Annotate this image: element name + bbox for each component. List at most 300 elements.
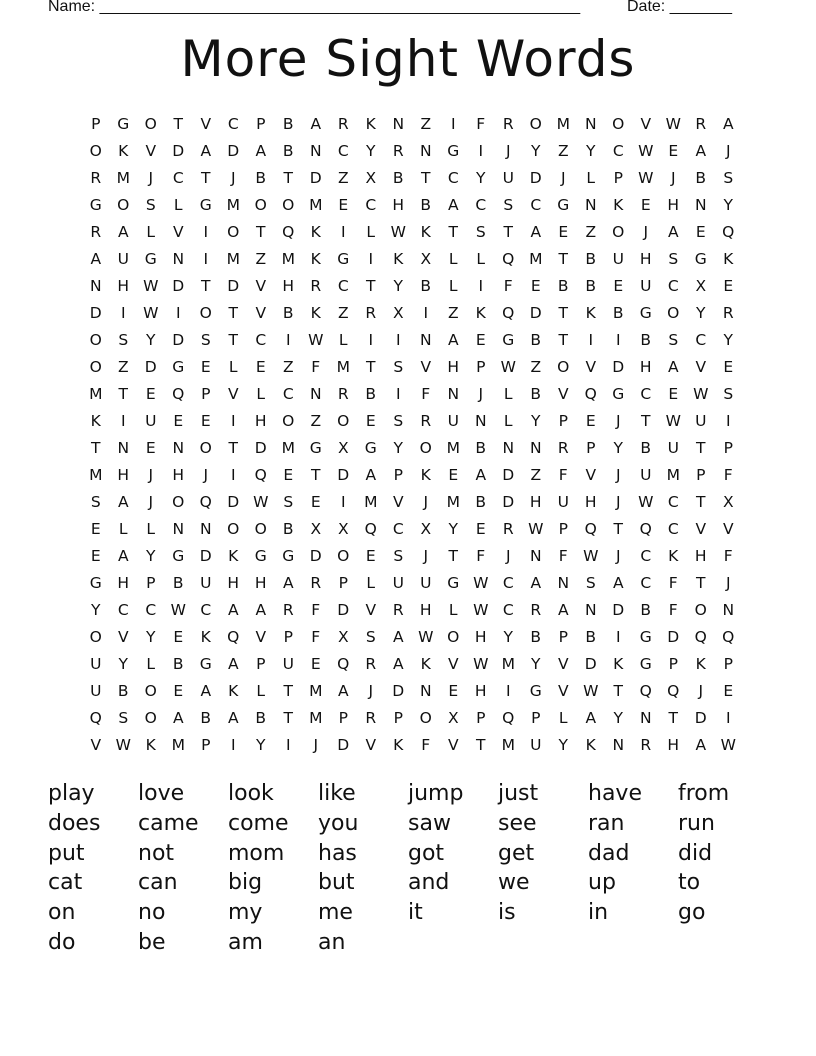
grid-letter[interactable]: A — [227, 709, 239, 727]
grid-letter[interactable]: M — [226, 196, 240, 214]
grid-letter[interactable]: X — [722, 493, 734, 511]
grid-letter[interactable]: M — [556, 115, 570, 133]
grid-letter[interactable]: Q — [254, 466, 267, 484]
grid-letter[interactable]: N — [584, 115, 597, 133]
grid-letter[interactable]: L — [366, 223, 376, 241]
grid-letter[interactable]: U — [447, 412, 459, 430]
grid-letter[interactable]: S — [668, 331, 679, 349]
grid-letter[interactable]: W — [665, 115, 681, 133]
grid-letter[interactable]: B — [365, 385, 377, 403]
grid-letter[interactable]: J — [698, 682, 704, 700]
grid-letter[interactable]: Z — [557, 142, 569, 160]
grid-letter[interactable]: A — [227, 601, 239, 619]
grid-letter[interactable]: O — [667, 304, 680, 322]
grid-letter[interactable]: M — [226, 250, 240, 268]
grid-letter[interactable]: N — [447, 385, 460, 403]
grid-letter[interactable]: M — [89, 385, 103, 403]
grid-letter[interactable]: W — [253, 493, 269, 511]
grid-letter[interactable]: R — [310, 574, 322, 592]
grid-letter[interactable]: M — [446, 493, 460, 511]
grid-letter[interactable]: D — [309, 547, 322, 565]
grid-letter[interactable]: A — [117, 547, 129, 565]
grid-letter[interactable]: T — [696, 493, 706, 511]
grid-letter[interactable]: K — [393, 736, 404, 754]
grid-letter[interactable]: I — [615, 331, 621, 349]
grid-letter[interactable]: V — [255, 277, 267, 295]
grid-letter[interactable]: L — [586, 169, 596, 187]
grid-letter[interactable]: K — [613, 655, 624, 673]
grid-letter[interactable]: O — [144, 709, 157, 727]
grid-letter[interactable]: K — [310, 250, 321, 268]
grid-letter[interactable]: B — [420, 196, 432, 214]
grid-letter[interactable]: I — [203, 250, 209, 268]
grid-letter[interactable]: I — [230, 412, 236, 430]
grid-letter[interactable]: A — [392, 628, 404, 646]
grid-letter[interactable]: J — [560, 169, 566, 187]
grid-letter[interactable]: O — [89, 628, 102, 646]
grid-letter[interactable]: E — [310, 655, 321, 673]
grid-letter[interactable]: C — [667, 493, 679, 511]
grid-letter[interactable]: R — [420, 412, 432, 430]
grid-letter[interactable]: I — [340, 223, 346, 241]
grid-letter[interactable]: P — [338, 574, 348, 592]
grid-letter[interactable]: V — [695, 358, 707, 376]
grid-letter[interactable]: C — [255, 331, 267, 349]
grid-letter[interactable]: P — [531, 709, 541, 727]
grid-letter[interactable]: K — [695, 655, 706, 673]
grid-letter[interactable]: O — [612, 223, 625, 241]
grid-letter[interactable]: O — [144, 682, 157, 700]
grid-letter[interactable]: W — [115, 736, 131, 754]
grid-letter[interactable]: E — [365, 547, 376, 565]
grid-letter[interactable]: P — [476, 358, 486, 376]
grid-letter[interactable]: B — [282, 520, 294, 538]
grid-letter[interactable]: T — [366, 277, 376, 295]
grid-letter[interactable]: Q — [639, 682, 652, 700]
grid-letter[interactable]: M — [446, 439, 460, 457]
grid-letter[interactable]: G — [199, 655, 212, 673]
grid-letter[interactable]: N — [419, 142, 432, 160]
grid-letter[interactable]: H — [254, 412, 267, 430]
grid-letter[interactable]: G — [447, 574, 460, 592]
grid-letter[interactable]: G — [337, 250, 350, 268]
grid-letter[interactable]: C — [640, 385, 652, 403]
grid-letter[interactable]: O — [144, 115, 157, 133]
grid-letter[interactable]: X — [337, 520, 349, 538]
grid-letter[interactable]: H — [117, 466, 130, 484]
grid-letter[interactable]: S — [668, 250, 679, 268]
grid-letter[interactable]: N — [694, 196, 707, 214]
grid-letter[interactable]: Y — [146, 331, 156, 349]
grid-letter[interactable]: T — [366, 358, 376, 376]
grid-letter[interactable]: R — [502, 520, 514, 538]
grid-letter[interactable]: J — [725, 142, 731, 160]
grid-letter[interactable]: S — [393, 358, 404, 376]
grid-letter[interactable]: G — [639, 628, 652, 646]
grid-letter[interactable]: L — [118, 520, 128, 538]
grid-letter[interactable]: I — [423, 304, 429, 322]
grid-letter[interactable]: H — [667, 196, 680, 214]
grid-letter[interactable]: C — [117, 601, 129, 619]
grid-letter[interactable]: A — [475, 466, 487, 484]
grid-letter[interactable]: R — [695, 115, 707, 133]
grid-letter[interactable]: N — [639, 709, 652, 727]
grid-letter[interactable]: Z — [447, 304, 459, 322]
grid-letter[interactable]: W — [583, 682, 599, 700]
grid-letter[interactable]: O — [337, 412, 350, 430]
grid-letter[interactable]: M — [89, 466, 103, 484]
grid-letter[interactable]: I — [478, 142, 484, 160]
grid-letter[interactable]: Q — [502, 304, 515, 322]
grid-letter[interactable]: H — [117, 277, 130, 295]
grid-letter[interactable]: R — [90, 169, 102, 187]
grid-letter[interactable]: V — [557, 682, 569, 700]
grid-letter[interactable]: J — [478, 385, 484, 403]
grid-letter[interactable]: Y — [448, 520, 458, 538]
grid-letter[interactable]: A — [310, 115, 322, 133]
grid-letter[interactable]: G — [144, 250, 157, 268]
grid-letter[interactable]: A — [337, 682, 349, 700]
grid-letter[interactable]: G — [529, 682, 542, 700]
grid-letter[interactable]: M — [666, 466, 680, 484]
grid-letter[interactable]: E — [200, 412, 211, 430]
grid-letter[interactable]: L — [448, 277, 458, 295]
grid-letter[interactable]: T — [256, 223, 266, 241]
grid-letter[interactable]: C — [392, 520, 404, 538]
grid-letter[interactable]: H — [419, 601, 432, 619]
grid-letter[interactable]: E — [200, 358, 211, 376]
grid-letter[interactable]: S — [723, 169, 734, 187]
grid-letter[interactable]: G — [89, 574, 102, 592]
grid-letter[interactable]: K — [145, 736, 156, 754]
grid-letter[interactable]: W — [720, 736, 736, 754]
grid-letter[interactable]: A — [365, 466, 377, 484]
grid-letter[interactable]: E — [530, 277, 541, 295]
grid-letter[interactable]: L — [476, 250, 486, 268]
grid-letter[interactable]: U — [145, 412, 157, 430]
grid-letter[interactable]: M — [309, 682, 323, 700]
grid-letter[interactable]: T — [558, 304, 568, 322]
grid-letter[interactable]: B — [557, 277, 569, 295]
grid-letter[interactable]: D — [172, 142, 185, 160]
grid-letter[interactable]: N — [172, 250, 185, 268]
grid-letter[interactable]: B — [420, 277, 432, 295]
grid-letter[interactable]: L — [146, 223, 156, 241]
grid-letter[interactable]: W — [143, 277, 159, 295]
grid-letter[interactable]: V — [392, 493, 404, 511]
grid-letter[interactable]: B — [530, 628, 542, 646]
grid-letter[interactable]: Q — [502, 250, 515, 268]
grid-letter[interactable]: W — [638, 169, 654, 187]
grid-letter[interactable]: F — [558, 547, 568, 565]
grid-letter[interactable]: Y — [531, 412, 541, 430]
grid-letter[interactable]: R — [337, 385, 349, 403]
grid-letter[interactable]: V — [722, 520, 734, 538]
grid-letter[interactable]: Z — [337, 304, 349, 322]
grid-letter[interactable]: Y — [723, 331, 733, 349]
grid-letter[interactable]: T — [201, 169, 211, 187]
grid-letter[interactable]: Q — [722, 628, 735, 646]
grid-letter[interactable]: G — [254, 547, 267, 565]
grid-letter[interactable]: E — [283, 466, 294, 484]
grid-letter[interactable]: P — [146, 574, 156, 592]
grid-letter[interactable]: D — [89, 304, 102, 322]
grid-letter[interactable]: I — [395, 385, 401, 403]
grid-letter[interactable]: M — [501, 655, 515, 673]
grid-letter[interactable]: B — [640, 601, 652, 619]
grid-letter[interactable]: I — [725, 709, 731, 727]
grid-letter[interactable]: O — [694, 601, 707, 619]
grid-letter[interactable]: W — [473, 601, 489, 619]
grid-letter[interactable]: C — [337, 142, 349, 160]
grid-letter[interactable]: X — [392, 304, 404, 322]
grid-letter[interactable]: P — [256, 115, 266, 133]
grid-letter[interactable]: D — [337, 736, 350, 754]
grid-letter[interactable]: H — [529, 493, 542, 511]
grid-letter[interactable]: Y — [118, 655, 128, 673]
grid-letter[interactable]: N — [474, 412, 487, 430]
grid-letter[interactable]: F — [558, 466, 568, 484]
grid-letter[interactable]: I — [230, 466, 236, 484]
grid-letter[interactable]: H — [392, 196, 405, 214]
grid-letter[interactable]: A — [447, 331, 459, 349]
grid-letter[interactable]: U — [612, 250, 624, 268]
grid-letter[interactable]: V — [255, 628, 267, 646]
grid-letter[interactable]: V — [447, 736, 459, 754]
grid-letter[interactable]: J — [423, 547, 429, 565]
grid-letter[interactable]: L — [228, 358, 238, 376]
grid-letter[interactable]: H — [254, 574, 267, 592]
grid-letter[interactable]: T — [91, 439, 101, 457]
grid-letter[interactable]: E — [668, 142, 679, 160]
grid-letter[interactable]: K — [228, 547, 239, 565]
grid-letter[interactable]: E — [475, 331, 486, 349]
grid-letter[interactable]: S — [118, 709, 129, 727]
grid-letter[interactable]: E — [255, 358, 266, 376]
grid-letter[interactable]: T — [558, 250, 568, 268]
grid-letter[interactable]: Y — [503, 628, 513, 646]
grid-letter[interactable]: C — [227, 115, 239, 133]
grid-letter[interactable]: Q — [282, 223, 295, 241]
grid-letter[interactable]: U — [502, 169, 514, 187]
grid-letter[interactable]: F — [668, 601, 678, 619]
grid-letter[interactable]: V — [585, 358, 597, 376]
grid-letter[interactable]: F — [668, 574, 678, 592]
grid-letter[interactable]: C — [530, 196, 542, 214]
grid-letter[interactable]: V — [227, 385, 239, 403]
grid-letter[interactable]: H — [474, 628, 487, 646]
grid-letter[interactable]: U — [530, 736, 542, 754]
grid-letter[interactable]: K — [723, 250, 734, 268]
grid-letter[interactable]: I — [368, 331, 374, 349]
grid-letter[interactable]: O — [199, 439, 212, 457]
grid-letter[interactable]: E — [448, 466, 459, 484]
grid-letter[interactable]: L — [366, 574, 376, 592]
grid-letter[interactable]: C — [282, 385, 294, 403]
grid-letter[interactable]: V — [640, 115, 652, 133]
grid-letter[interactable]: B — [255, 169, 267, 187]
grid-letter[interactable]: N — [529, 439, 542, 457]
grid-letter[interactable]: U — [90, 655, 102, 673]
grid-letter[interactable]: H — [117, 574, 130, 592]
grid-letter[interactable]: Q — [172, 385, 185, 403]
grid-letter[interactable]: K — [310, 304, 321, 322]
grid-letter[interactable]: T — [503, 223, 513, 241]
grid-letter[interactable]: D — [144, 358, 157, 376]
grid-letter[interactable]: G — [639, 655, 652, 673]
grid-letter[interactable]: C — [695, 331, 707, 349]
grid-letter[interactable]: R — [530, 601, 542, 619]
grid-letter[interactable]: D — [172, 331, 185, 349]
grid-letter[interactable]: J — [615, 547, 621, 565]
grid-letter[interactable]: V — [695, 520, 707, 538]
grid-letter[interactable]: Z — [530, 466, 542, 484]
grid-letter[interactable]: Q — [584, 520, 597, 538]
grid-letter[interactable]: H — [584, 493, 597, 511]
grid-letter[interactable]: E — [613, 277, 624, 295]
grid-letter[interactable]: Y — [558, 736, 568, 754]
grid-letter[interactable]: U — [392, 574, 404, 592]
grid-letter[interactable]: L — [146, 655, 156, 673]
grid-letter[interactable]: I — [395, 331, 401, 349]
grid-letter[interactable]: D — [502, 466, 515, 484]
grid-letter[interactable]: I — [203, 223, 209, 241]
grid-letter[interactable]: T — [228, 304, 238, 322]
grid-letter[interactable]: C — [200, 601, 212, 619]
grid-letter[interactable]: Q — [584, 385, 597, 403]
grid-letter[interactable]: L — [558, 709, 568, 727]
grid-letter[interactable]: C — [145, 601, 157, 619]
grid-letter[interactable]: I — [340, 493, 346, 511]
grid-letter[interactable]: F — [421, 736, 431, 754]
grid-letter[interactable]: A — [722, 115, 734, 133]
grid-letter[interactable]: F — [723, 547, 733, 565]
grid-letter[interactable]: N — [584, 601, 597, 619]
grid-letter[interactable]: D — [529, 169, 542, 187]
grid-letter[interactable]: I — [285, 736, 291, 754]
grid-letter[interactable]: M — [309, 196, 323, 214]
grid-letter[interactable]: I — [368, 250, 374, 268]
grid-letter[interactable]: P — [723, 439, 733, 457]
grid-letter[interactable]: H — [694, 547, 707, 565]
grid-letter[interactable]: D — [694, 709, 707, 727]
grid-letter[interactable]: E — [173, 412, 184, 430]
grid-letter[interactable]: A — [530, 223, 542, 241]
grid-letter[interactable]: Q — [227, 628, 240, 646]
grid-letter[interactable]: E — [90, 547, 101, 565]
grid-letter[interactable]: K — [118, 142, 129, 160]
grid-letter[interactable]: Y — [586, 142, 596, 160]
grid-letter[interactable]: W — [308, 331, 324, 349]
grid-letter[interactable]: U — [640, 466, 652, 484]
grid-letter[interactable]: H — [474, 682, 487, 700]
grid-letter[interactable]: H — [639, 358, 652, 376]
grid-letter[interactable]: U — [557, 493, 569, 511]
grid-letter[interactable]: Y — [613, 709, 623, 727]
grid-letter[interactable]: R — [282, 601, 294, 619]
grid-letter[interactable]: E — [173, 682, 184, 700]
grid-letter[interactable]: T — [613, 520, 623, 538]
grid-letter[interactable]: B — [530, 331, 542, 349]
grid-letter[interactable]: U — [90, 682, 102, 700]
grid-letter[interactable]: J — [368, 682, 374, 700]
grid-letter[interactable]: E — [448, 682, 459, 700]
grid-letter[interactable]: S — [393, 547, 404, 565]
grid-letter[interactable]: M — [281, 250, 295, 268]
grid-letter[interactable]: S — [723, 385, 734, 403]
grid-letter[interactable]: R — [502, 115, 514, 133]
grid-letter[interactable]: D — [227, 277, 240, 295]
grid-letter[interactable]: D — [502, 493, 515, 511]
grid-letter[interactable]: N — [419, 682, 432, 700]
grid-letter[interactable]: Y — [366, 142, 376, 160]
grid-letter[interactable]: K — [668, 547, 679, 565]
grid-letter[interactable]: K — [585, 736, 596, 754]
grid-letter[interactable]: Y — [613, 439, 623, 457]
grid-letter[interactable]: W — [638, 493, 654, 511]
grid-letter[interactable]: H — [282, 277, 295, 295]
grid-letter[interactable]: V — [117, 628, 129, 646]
grid-letter[interactable]: G — [502, 331, 515, 349]
grid-letter[interactable]: O — [282, 196, 295, 214]
grid-letter[interactable]: O — [172, 493, 185, 511]
grid-letter[interactable]: O — [557, 358, 570, 376]
grid-letter[interactable]: G — [172, 547, 185, 565]
grid-letter[interactable]: H — [227, 574, 240, 592]
grid-letter[interactable]: V — [365, 601, 377, 619]
grid-letter[interactable]: V — [255, 304, 267, 322]
grid-letter[interactable]: S — [393, 412, 404, 430]
grid-letter[interactable]: P — [256, 655, 266, 673]
grid-letter[interactable]: O — [447, 628, 460, 646]
grid-letter[interactable]: Z — [282, 358, 294, 376]
grid-letter[interactable]: R — [392, 142, 404, 160]
grid-letter[interactable]: R — [640, 736, 652, 754]
grid-letter[interactable]: C — [612, 142, 624, 160]
grid-letter[interactable]: A — [447, 196, 459, 214]
grid-letter[interactable]: Q — [199, 493, 212, 511]
grid-letter[interactable]: E — [558, 223, 569, 241]
grid-letter[interactable]: A — [200, 682, 212, 700]
grid-letter[interactable]: P — [613, 169, 623, 187]
grid-letter[interactable]: A — [530, 574, 542, 592]
grid-letter[interactable]: R — [557, 439, 569, 457]
grid-letter[interactable]: K — [310, 223, 321, 241]
grid-letter[interactable]: B — [530, 385, 542, 403]
grid-letter[interactable]: E — [338, 196, 349, 214]
grid-letter[interactable]: G — [117, 115, 130, 133]
grid-letter[interactable]: T — [448, 547, 458, 565]
grid-letter[interactable]: P — [668, 655, 678, 673]
grid-letter[interactable]: T — [201, 277, 211, 295]
grid-letter[interactable]: W — [583, 547, 599, 565]
grid-letter[interactable]: N — [584, 196, 597, 214]
grid-letter[interactable]: V — [557, 385, 569, 403]
grid-letter[interactable]: E — [695, 223, 706, 241]
grid-letter[interactable]: R — [337, 115, 349, 133]
grid-letter[interactable]: Z — [310, 412, 322, 430]
grid-letter[interactable]: T — [283, 169, 293, 187]
grid-letter[interactable]: N — [309, 385, 322, 403]
grid-letter[interactable]: Y — [146, 547, 156, 565]
grid-letter[interactable]: N — [419, 331, 432, 349]
grid-letter[interactable]: F — [311, 628, 321, 646]
grid-letter[interactable]: V — [145, 142, 157, 160]
grid-letter[interactable]: H — [667, 736, 680, 754]
grid-letter[interactable]: A — [695, 736, 707, 754]
grid-letter[interactable]: J — [313, 736, 319, 754]
grid-letter[interactable]: Y — [256, 736, 266, 754]
